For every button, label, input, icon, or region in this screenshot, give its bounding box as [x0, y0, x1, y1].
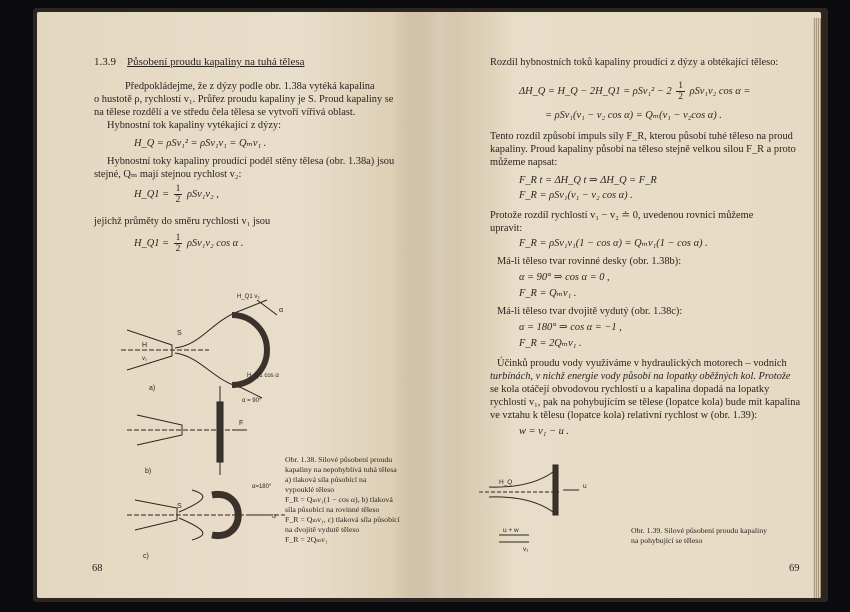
- text-line: Hybnostní tok kapaliny vytékající z dýzy:: [107, 120, 282, 131]
- page-number-right: 69: [789, 563, 800, 574]
- label-alpha180: α=180°: [252, 484, 272, 490]
- label-h: H: [142, 342, 148, 349]
- frac-den: 2: [678, 92, 684, 102]
- text-line: Tento rozdíl způsobí impuls síly F_R, kterou působí tuhé těleso na proud: [490, 131, 793, 142]
- text-line: Hybnostní toky kapaliny proudící podél stěny tělesa (obr. 1.38a) jsou: [107, 156, 395, 167]
- text-line: Účinků proudu vody využíváme v hydraulických motorech – vodních: [497, 358, 787, 369]
- stream-lower: [489, 497, 553, 512]
- eq-part: ΔH_Q = H_Q − 2H_Q1 = ρSv₁² − 2: [519, 85, 672, 97]
- equation-hq1: [134, 184, 219, 205]
- label-s-c: S: [177, 503, 182, 510]
- equation-alpha180: α = 180° ⇒ cos α = −1 ,: [519, 322, 622, 333]
- fraction: [174, 184, 183, 205]
- text-line: jejichž průměty do směru rychlosti v₁ jsou: [94, 216, 271, 227]
- frac-num: 1: [175, 184, 181, 194]
- frac-num: 1: [678, 81, 684, 91]
- gutter-shadow: [405, 12, 439, 598]
- eq-rhs: ρSv₁v₂ cos α .: [186, 237, 244, 249]
- caption-line: Obr. 1.39. Silové působení proudu kapaliny: [631, 526, 767, 535]
- label-alpha90: α = 90°: [242, 398, 262, 404]
- text-line: o hustotě ρ, rychlostí v₁. Průřez proudu kapaliny je S. Proud kapaliny se: [94, 94, 394, 105]
- label-hq: H_Q: [499, 479, 513, 486]
- text-line: Má-li těleso tvar rovinné desky (obr. 1.38b):: [497, 256, 682, 267]
- label-a: a): [149, 385, 156, 392]
- equation-delta-hq: [519, 81, 750, 102]
- caption-line: kapaliny na nepohyblivá tuhá tělesa: [285, 465, 397, 474]
- eq-lhs: H_Q1 =: [134, 237, 170, 249]
- text-line: ve vztahu k tělesu (lopatce kola) relativní rychlost w (obr. 1.39):: [490, 410, 758, 421]
- caption-line: F_R = Qₘv₁, c) tlaková síla působící: [285, 515, 400, 524]
- fraction: [174, 233, 183, 254]
- text-line: kapaliny. Proud kapaliny působí na těleso stejně velkou silou F_R a proto: [490, 144, 796, 155]
- label-alpha: α: [279, 307, 284, 314]
- fraction: [676, 81, 685, 102]
- label-u: u: [583, 483, 587, 490]
- return-flow-upper: [179, 490, 203, 512]
- text-line: Protože rozdíl rychlostí v₁ − v₂ ≐ 0, uvedenou rovnici můžeme: [490, 210, 754, 221]
- caption-line: F_R = 2Qₘv₁: [285, 535, 328, 544]
- figure-1-39: [479, 460, 619, 560]
- frac-den: 2: [175, 195, 181, 205]
- text-line: na tělese rozdělí a ve středu čela tělesa se vytvoří vířivá oblast.: [94, 107, 356, 118]
- caption-line: Obr. 1.38. Silové působení proudu: [285, 455, 393, 464]
- eq-part: ρSv₁v₂ cos α =: [689, 85, 751, 97]
- flat-plate: [217, 402, 223, 462]
- equation-w: w = v₁ − u .: [519, 426, 569, 437]
- alpha-line: [257, 300, 277, 315]
- caption-line: a) tlaková síla působící na: [285, 475, 367, 484]
- label-b: b): [145, 468, 152, 475]
- section-heading: [94, 56, 305, 69]
- equation-fr-b: F_R = Qₘv₁ .: [519, 288, 577, 299]
- text-line: se kola otáčejí obvodovou rychlostí u a kapalina dopadá na lopatky: [490, 384, 770, 395]
- label-hq1v2: H_Q1 v₂: [237, 294, 260, 300]
- equation-fr-c: F_R = 2Qₘv₁ .: [519, 338, 582, 349]
- caption-line: vypouklé těleso: [285, 485, 335, 494]
- section-title: Působení proudu kapaliny na tuhá tělesa: [127, 56, 305, 68]
- eq-lhs: H_Q1 =: [134, 188, 170, 200]
- equation-alpha90: α = 90° ⇒ cos α = 0 ,: [519, 272, 610, 283]
- equation-impulse: F_R t = ΔH_Q t ⇒ ΔH_Q = F_R: [519, 175, 657, 186]
- text-line: Předpokládejme, že z dýzy podle obr. 1.38a vytéká kapalina: [125, 81, 375, 92]
- text-line: můžeme napsat:: [490, 157, 558, 168]
- frac-den: 2: [175, 244, 181, 254]
- label-v1: v₁: [523, 546, 529, 553]
- equation-hq: H_Q = ρSv₁² = ρSv₁v₁ = Qₘv₁ .: [134, 138, 267, 149]
- caption-line: F_R = Qₘv₁(1 − cos α), b) tlaková: [285, 495, 393, 504]
- text-line: Má-li těleso tvar dvojitě vydutý (obr. 1.38c):: [497, 306, 683, 317]
- text-line: Rozdíl hybnostních toků kapaliny proudící z dýzy a obtékající těleso:: [490, 57, 779, 68]
- text-line: rychlostí v₁, pak na pohybujícím se tělese (lopatce kola) bude mít kapalina: [490, 397, 801, 408]
- section-number: 1.3.9: [94, 56, 116, 68]
- text-line: turbínách, v nichž energie vody působí na lopatky oběžných kol. Protože: [490, 371, 791, 382]
- label-v1: v₁: [142, 356, 148, 362]
- label-f: F: [239, 420, 244, 427]
- page-edges: [813, 18, 821, 598]
- page-number-left: 68: [92, 563, 103, 574]
- right-page: [439, 12, 821, 598]
- figure-1-38: [117, 290, 307, 565]
- equation-hq1-cos: [134, 233, 243, 254]
- equation-fr-cos: F_R = ρSv₁v₁(1 − cos α) = Qₘv₁(1 − cos α) .: [519, 238, 708, 249]
- equation-delta-hq-2: = ρSv₁(v₁ − v₂ cos α) = Qₘ(v₁ − v₂cos α) .: [545, 110, 722, 121]
- text-line: stejné, Qₘ mají stejnou rychlost v₂:: [94, 169, 242, 180]
- open-book: [33, 8, 828, 602]
- return-flow-lower: [179, 518, 203, 540]
- label-c: c): [143, 553, 149, 560]
- eq-rhs: ρSv₁v₂ ,: [186, 188, 219, 200]
- label-uw: u + w: [503, 527, 519, 534]
- figure-caption-1-38: [285, 455, 400, 545]
- caption-line: na dvojitě vydutě těleso: [285, 525, 360, 534]
- left-page: [37, 12, 439, 598]
- label-u: u: [272, 513, 276, 520]
- equation-fr: F_R = ρSv₁(v₁ − v₂ cos α) .: [519, 190, 633, 201]
- caption-line: na pohybující se těleso: [631, 536, 703, 545]
- figure-caption-1-39: [631, 526, 767, 546]
- moving-blade: [553, 465, 558, 515]
- label-s: S: [177, 330, 182, 337]
- label-cos: H_Q1 cos α: [247, 373, 279, 379]
- text-line: upravit:: [490, 223, 523, 234]
- frac-num: 1: [175, 233, 181, 243]
- caption-line: síla působící na rovinné těleso: [285, 505, 380, 514]
